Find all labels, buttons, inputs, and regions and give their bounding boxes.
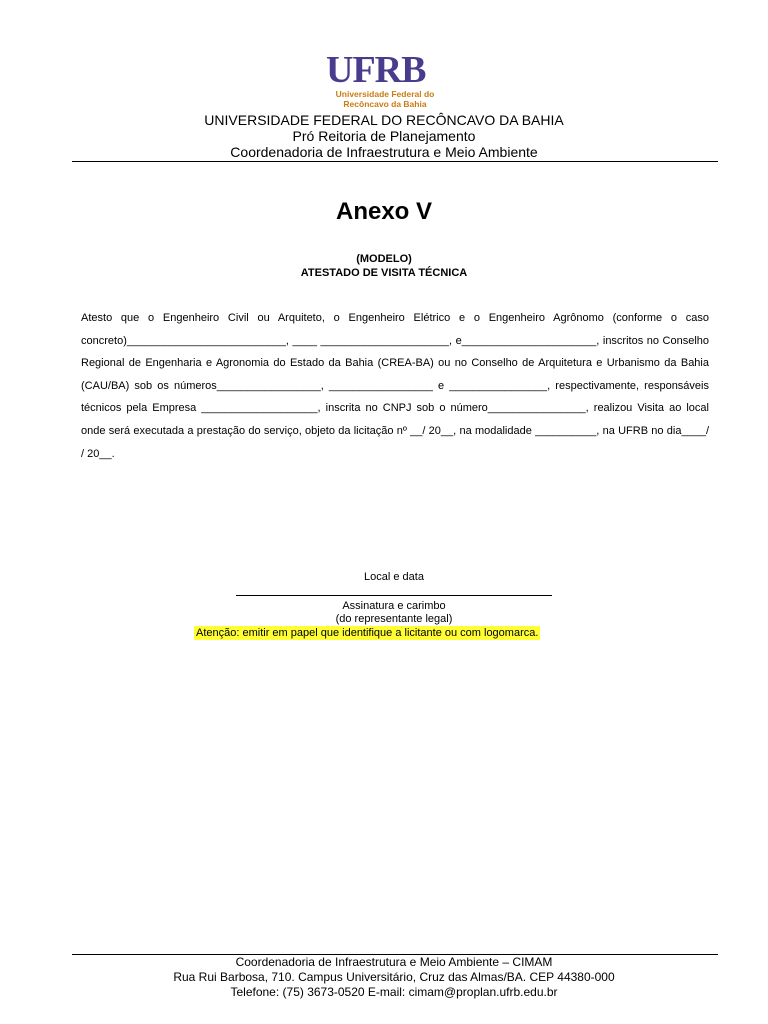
logo-subtitle xyxy=(330,89,440,109)
header-coordenadoria: Coordenadoria de Infraestrutura e Meio Ambiente xyxy=(230,144,538,160)
place-date-label: Local e data xyxy=(364,571,424,583)
header-divider xyxy=(72,161,718,162)
signature-sublabel: (do representante legal) xyxy=(335,613,453,625)
logo-subtitle-line2: Recôncavo da Bahia xyxy=(343,99,427,109)
footer-line1: Coordenadoria de Infraestrutura e Meio Ambiente – CIMAM xyxy=(235,955,553,969)
header-pro-reitoria: Pró Reitoria de Planejamento xyxy=(292,128,476,144)
footer-contact: Telefone: (75) 3673-0520 E-mail: cimam@proplan.ufrb.edu.br xyxy=(230,985,558,999)
warning-highlight: Atenção: emitir em papel que identifique a licitante ou com logomarca. xyxy=(196,627,539,639)
logo-wordmark: UFRB xyxy=(326,49,426,91)
logo-subtitle-line1: Universidade Federal do xyxy=(335,89,435,99)
ufrb-logo xyxy=(326,50,446,112)
document-title: Anexo V xyxy=(335,198,433,225)
document-subtitle-model: (MODELO) xyxy=(356,253,412,265)
document-body: Atesto que o Engenheiro Civil ou Arquiteto, o Engenheiro Elétrico e o Engenheiro Agrônomo (conforme o caso concreto)__________________________, ____ _____________________, e______________________, inscritos no Conselho Regional de Engenharia e Agronomia do Estado da Bahia (CREA-BA) ou no Conselho de Arquitetura e Urbanismo da Bahia (CAU/BA) sob os números_________________, _________________ e ________________, respectivamente, responsáveis técnicos pela Empresa ___________________, inscrita no CNPJ sob o número________________, realizou Visita ao local onde será executada a prestação do serviço, objeto da licitação nº __/ 20__, na modalidade __________, na UFRB no dia____/ / 20__. xyxy=(81,312,709,460)
footer-address: Rua Rui Barbosa, 710. Campus Universitário, Cruz das Almas/BA. CEP 44380-000 xyxy=(173,970,615,984)
signature-line xyxy=(236,595,552,596)
header-university: UNIVERSIDADE FEDERAL DO RECÔNCAVO DA BAHIA xyxy=(204,112,564,128)
document-subtitle-atestado: ATESTADO DE VISITA TÉCNICA xyxy=(300,267,468,279)
signature-label: Assinatura e carimbo xyxy=(342,600,446,612)
